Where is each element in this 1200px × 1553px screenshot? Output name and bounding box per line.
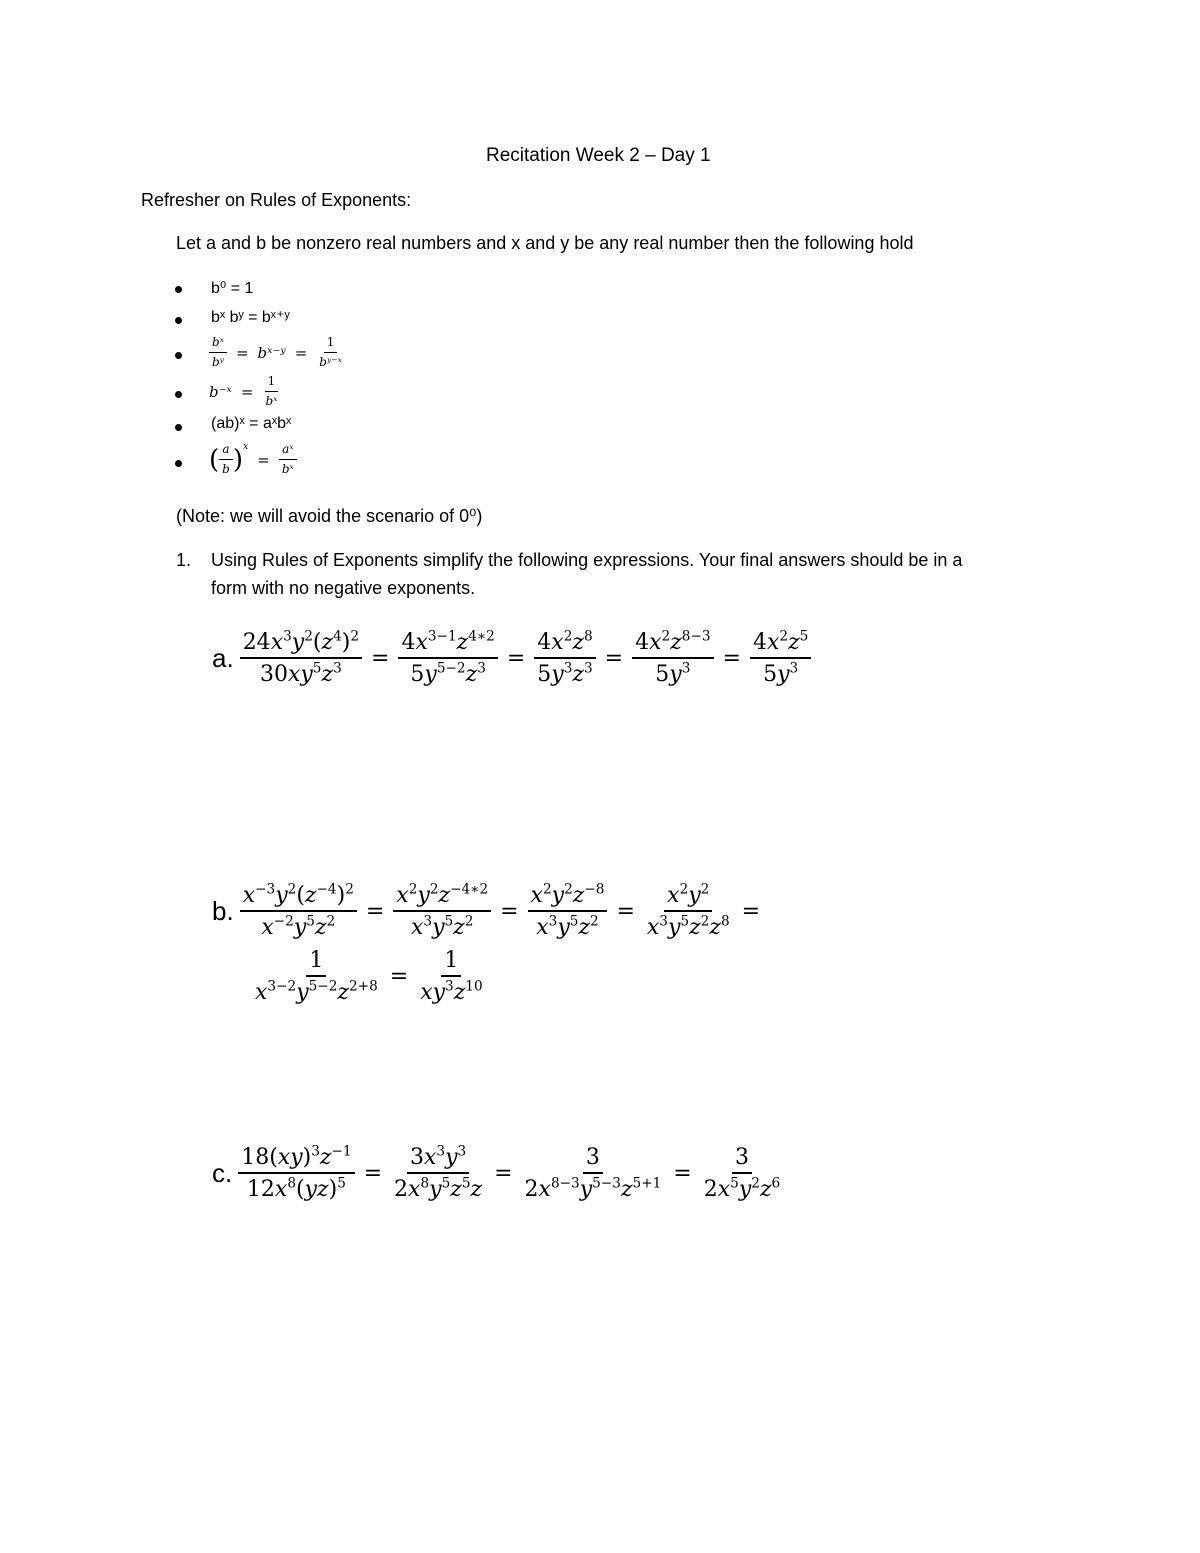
fraction: $\frac{1}{\text{bˣ}}$: [265, 374, 278, 408]
rule-negative-exponent: b⁻ˣ = $\frac{1}{\text{bˣ}}$: [209, 375, 280, 409]
bullet-icon: [175, 352, 182, 359]
fraction: $\frac{18(xy)^3z^{-1}}{12x^8(yz)^5}$: [238, 1145, 354, 1203]
rule-zero-exponent: b⁰ = 1: [211, 280, 254, 297]
fraction: $\frac{4x^2z^{8-3}}{5y^3}$: [632, 630, 713, 688]
part-c-expression: c. $\frac{18(xy)^3z^{-1}}{12x^8(yz)^5}$ = $\frac{3x^3y^3}{2x^8y^5z^5z}$ = $\frac{3}{2x^{8-3}y^{5-3}z^{5+1}}$ = $\frac{3}{2x^5y^2z^6}$: [212, 1145, 783, 1203]
problem-number: 1.: [176, 550, 192, 570]
problem-text-line2: form with no negative exponents.: [211, 578, 476, 598]
bullet-icon: [175, 286, 182, 293]
intro-text: Let a and b be nonzero real numbers and x and y be any real number then the following hold: [176, 233, 914, 253]
rule-product: bˣ bʸ = bˣ⁺ʸ: [211, 309, 290, 326]
fraction: $\frac{4x^2z^5}{5y^3}$: [750, 630, 811, 688]
fraction: $\frac{1}{\text{bʸ⁻ˣ}}$: [319, 335, 342, 369]
rule-power-of-product: (ab)ˣ = aˣbˣ: [211, 415, 292, 432]
bullet-icon: [175, 460, 182, 467]
fraction: $\frac{1}{x^{3-2}y^{5-2}z^{2+8}}$: [255, 948, 378, 1006]
part-b-label: b.: [212, 896, 234, 927]
fraction: $\frac{4x^{3-1}z^{4∗2}}{5y^{5-2}z^3}$: [398, 630, 497, 688]
fraction: $\frac{x^2y^2z^{-8}}{x^3y^5z^2}$: [528, 883, 608, 941]
rule-power-of-quotient: ( $\frac{a}{b}$ ) x = $\frac{\text{aˣ}}{\text{bˣ}}$: [209, 443, 297, 477]
fraction: $\frac{4x^2z^8}{5y^3z^3}$: [534, 630, 595, 688]
page-title: Recitation Week 2 – Day 1: [486, 145, 711, 166]
fraction: $\frac{24x^3y^2(z^4)^2}{30xy^5z^3}$: [240, 630, 362, 688]
part-b-expression: b. $\frac{x^{-3}y^2(z^{-4})^2}{x^{-2}y^5z^2}$ = $\frac{x^2y^2z^{-4∗2}}{x^3y^5z^2}$ = $\frac{x^2y^2z^{-8}}{x^3y^5z^2}$ = $\frac{x^2y^2}{x^3y^5z^2z^8}$ =: [212, 881, 761, 941]
fraction: $\frac{3}{2x^5y^2z^6}$: [703, 1145, 781, 1203]
part-b-expression-continued: $\frac{1}{x^{3-2}y^{5-2}z^{2+8}}$ = $\frac{1}{xy^3z^{10}}$: [252, 948, 486, 1006]
fraction: $\frac{3}{2x^{8-3}y^{5-3}z^{5+1}}$: [524, 1145, 662, 1203]
note-text: (Note: we will avoid the scenario of 0⁰): [176, 506, 483, 526]
section-heading: Refresher on Rules of Exponents:: [141, 190, 412, 210]
bullet-icon: [175, 391, 182, 398]
part-a-label: a.: [212, 643, 234, 674]
fraction: $\frac{\text{aˣ}}{\text{bˣ}}$: [279, 443, 297, 477]
problem-text-line1: Using Rules of Exponents simplify the following expressions. Your final answers should be in a: [211, 550, 963, 570]
fraction: $\frac{1}{xy^3z^{10}}$: [420, 948, 483, 1006]
fraction: $\frac{x^2y^2}{x^3y^5z^2z^8}$: [646, 881, 730, 941]
fraction: $\frac{x^2y^2z^{-4∗2}}{x^3y^5z^2}$: [393, 883, 491, 941]
bullet-icon: [175, 317, 182, 324]
fraction: $\frac{\text{bˣ}}{\text{bʸ}}$: [209, 336, 227, 370]
part-c-label: c.: [212, 1158, 233, 1189]
fraction: $\frac{a}{b}$: [219, 443, 233, 477]
rule-quotient: $\frac{\text{bˣ}}{\text{bʸ}}$ = bˣ⁻ʸ = $\frac{1}{\text{bʸ⁻ˣ}}$: [209, 336, 345, 370]
fraction: $\frac{x^{-3}y^2(z^{-4})^2}{x^{-2}y^5z^2}$: [240, 883, 357, 941]
part-a-expression: a. $\frac{24x^3y^2(z^4)^2}{30xy^5z^3}$ = $\frac{4x^{3-1}z^{4∗2}}{5y^{5-2}z^3}$ = $\frac{4x^2z^8}{5y^3z^3}$ = $\frac{4x^2z^{8-3}}{5y^3}$ = $\frac{4x^2z^5}{5y^3}$: [212, 630, 811, 688]
fraction: $\frac{3x^3y^3}{2x^8y^5z^5z}$: [394, 1143, 483, 1203]
bullet-icon: [175, 424, 182, 431]
